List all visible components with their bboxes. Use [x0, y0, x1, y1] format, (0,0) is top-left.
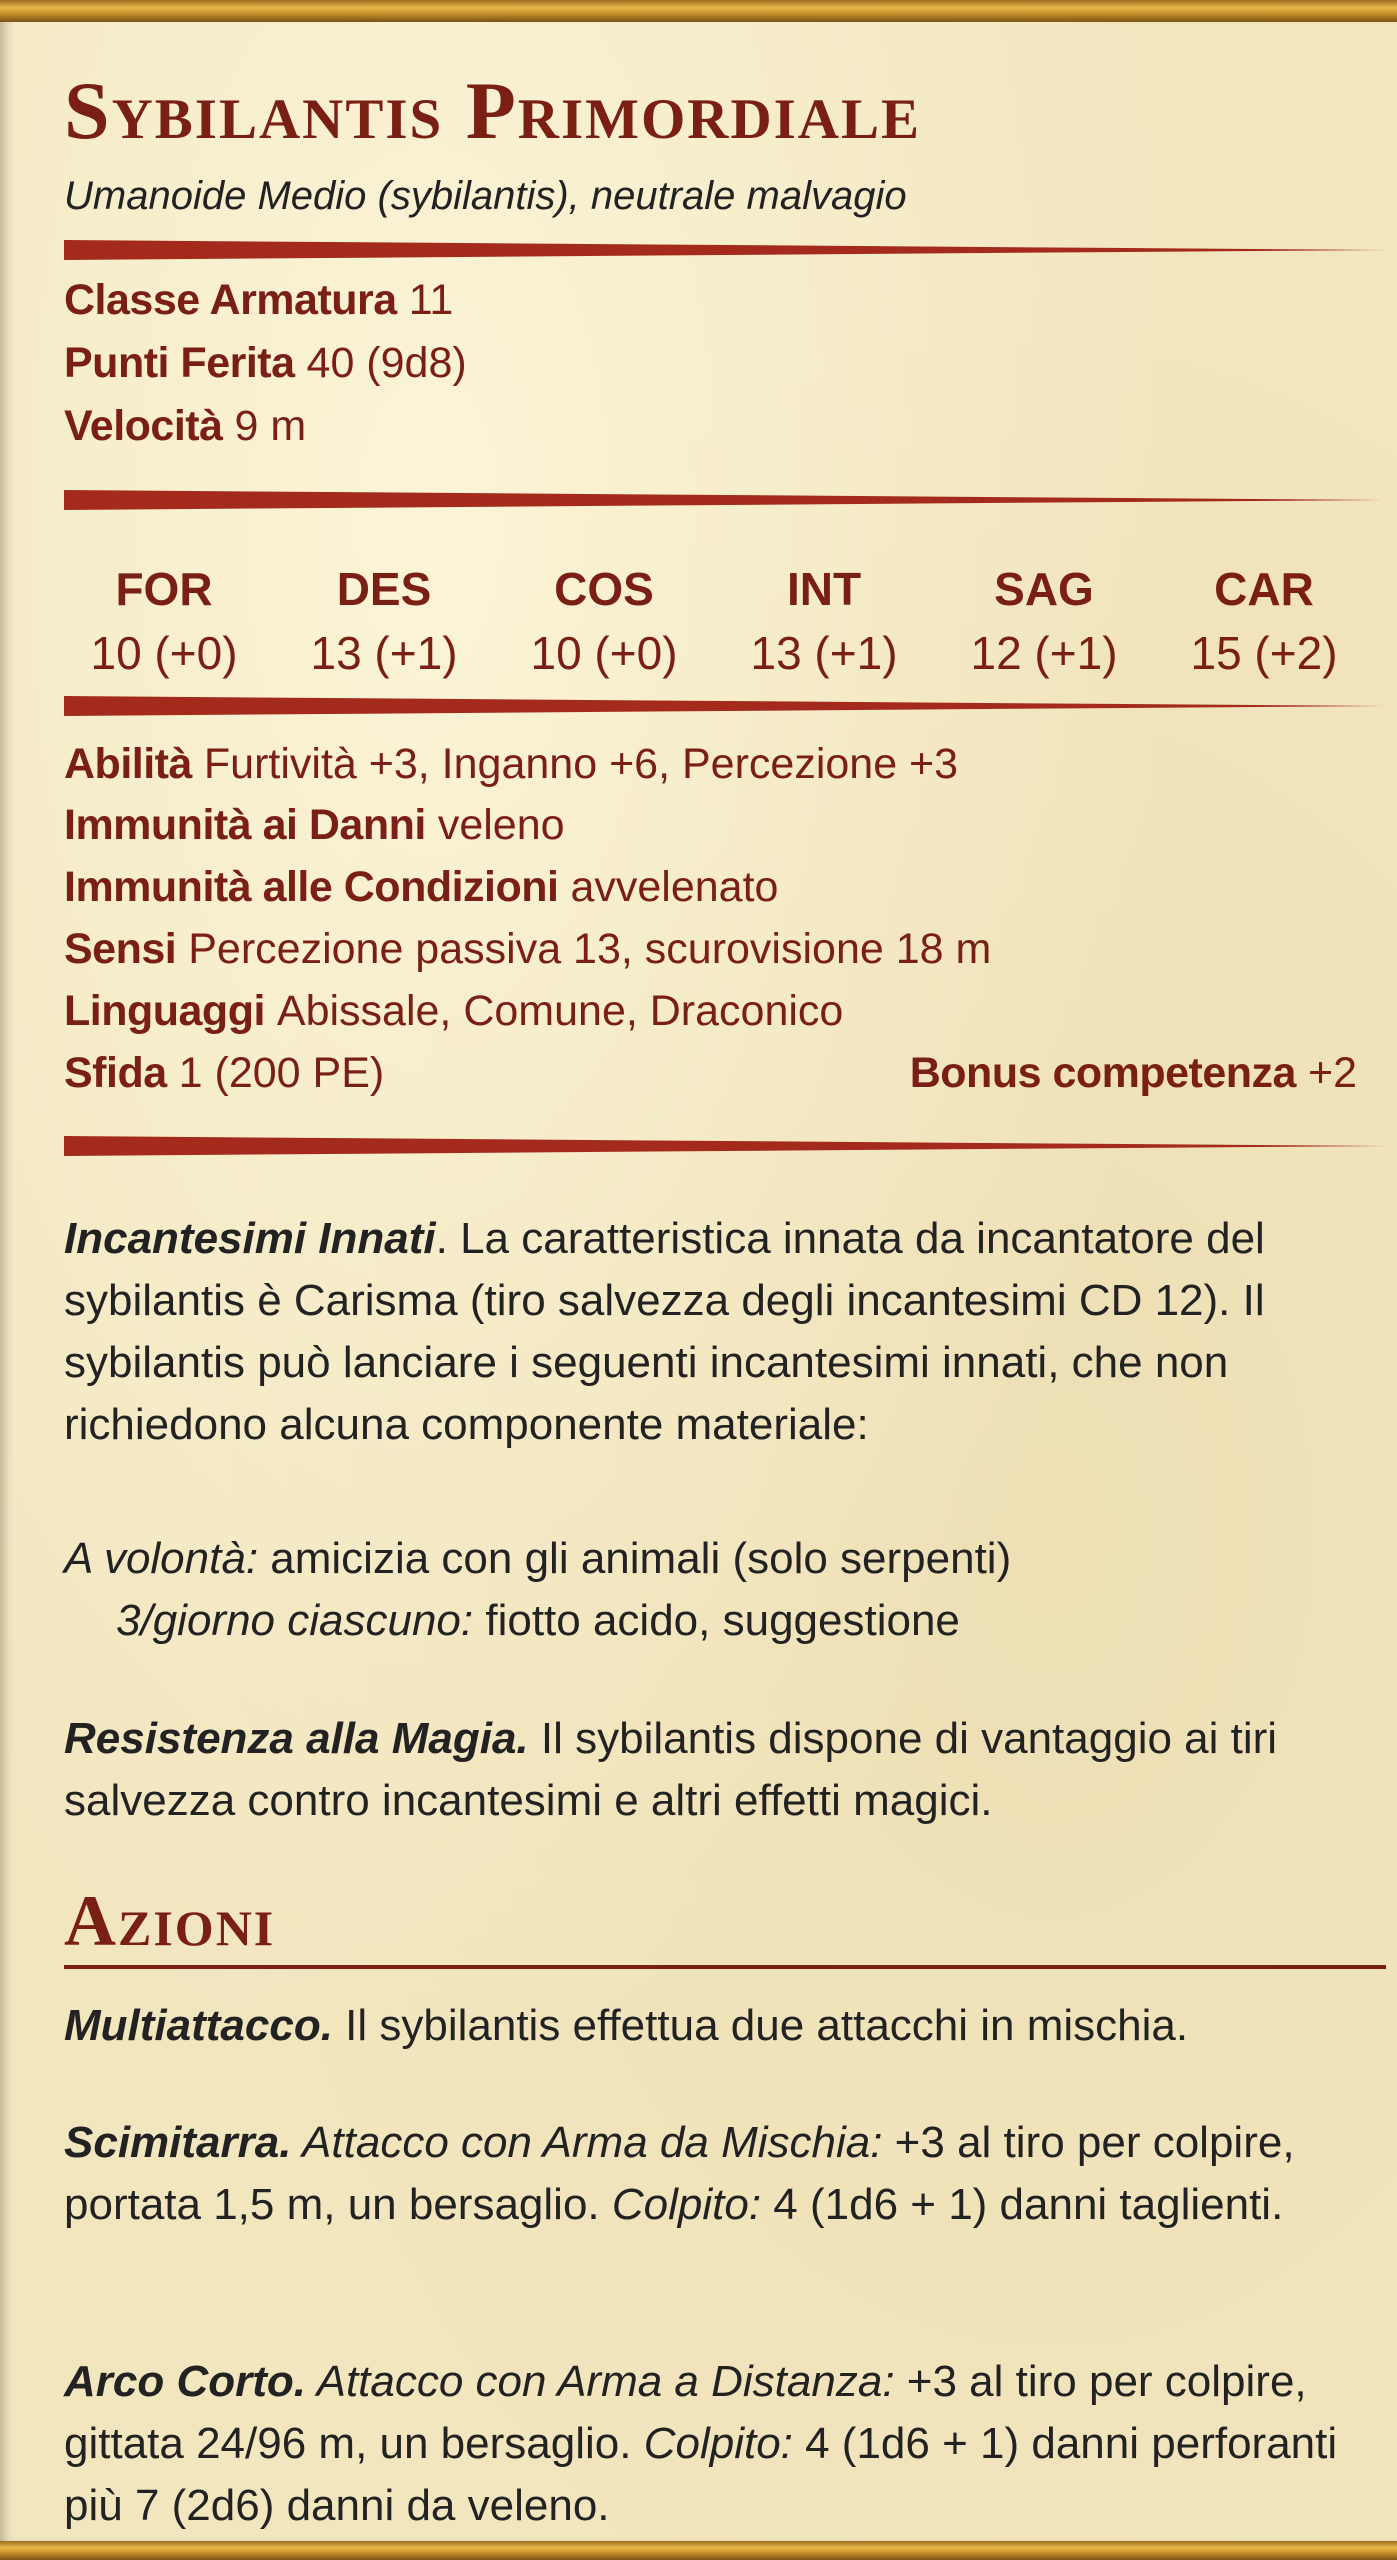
- ability-value: 13 (+1): [750, 627, 898, 680]
- attack-text: +3 al tiro per colpire, portata 1,5 m, un bersaglio.: [64, 2118, 1295, 2229]
- trait-name: Incantesimi Innati: [64, 1214, 436, 1263]
- creature-name: Sybilantis Primordiale: [64, 65, 921, 156]
- damage-immunities-value: veleno: [437, 801, 565, 849]
- condition-immunities-value: avvelenato: [570, 863, 779, 911]
- speed-line: [64, 402, 306, 451]
- ability-dex: [284, 562, 484, 686]
- languages-value: Abissale, Comune, Draconico: [276, 987, 844, 1035]
- skills-label: Abilità: [64, 740, 192, 788]
- ability-wis: [944, 562, 1144, 686]
- armor-class-label: Classe Armatura: [64, 276, 397, 324]
- trait-text: Il sybilantis dispone di vantaggio ai tiri salvezza contro incantesimi e altri effetti magici.: [64, 1714, 1278, 1825]
- speed-label: Velocità: [64, 402, 223, 450]
- senses-line: [64, 925, 991, 974]
- tapered-rule: [64, 694, 1384, 718]
- per-day-label: 3/giorno ciascuno:: [116, 1596, 474, 1645]
- scimitar-action: [64, 2112, 1384, 2236]
- challenge-value: 1 (200 PE): [178, 1049, 385, 1097]
- ability-con: [504, 562, 704, 686]
- left-page-edge: [0, 22, 14, 2541]
- action-name: Scimitarra.: [64, 2118, 292, 2167]
- languages-line: [64, 987, 843, 1036]
- skills-value: Furtività +3, Inganno +6, Percezione +3: [203, 740, 959, 788]
- ability-name: COS: [554, 563, 654, 615]
- armor-class-line: [64, 276, 453, 325]
- damage-immunities-label: Immunità ai Danni: [64, 801, 426, 849]
- actions-heading: Azioni: [64, 1881, 276, 1961]
- attack-type: Attacco con Arma a Distanza:: [306, 2357, 895, 2406]
- hit-label: Colpito:: [643, 2419, 793, 2468]
- damage-immunities-line: [64, 801, 565, 850]
- languages-label: Linguaggi: [64, 987, 265, 1035]
- per-day-spells: [116, 1590, 1384, 1652]
- damage-text: 4 (1d6 + 1) danni taglienti.: [761, 2180, 1284, 2229]
- trait-text: . La caratteristica innata da incantatore del sybilantis è Carisma (tiro salvezza degli incantesimi CD 12). Il sybilantis può lanciare i seguenti incantesimi innati, che non richiedono alcuna componente materiale:: [64, 1214, 1265, 1449]
- speed-value: 9 m: [234, 402, 307, 450]
- ability-name: DES: [336, 563, 432, 615]
- senses-label: Sensi: [64, 925, 177, 973]
- hit-points-label: Punti Ferita: [64, 339, 295, 387]
- proficiency-line: [910, 1049, 1357, 1098]
- at-will-label: A volontà:: [64, 1534, 259, 1583]
- ability-name: SAG: [994, 563, 1094, 615]
- challenge-label: Sfida: [64, 1049, 167, 1097]
- armor-class-value: 11: [408, 276, 454, 324]
- bottom-gold-border: [0, 2541, 1397, 2560]
- innate-spellcasting-trait: [64, 1208, 1384, 1456]
- damage-text: 4 (1d6 + 1) danni perforanti più 7 (2d6) danni da veleno.: [64, 2419, 1338, 2530]
- challenge-line: [64, 1049, 384, 1098]
- condition-immunities-line: [64, 863, 778, 912]
- action-name: Multiattacco.: [64, 2001, 333, 2050]
- ability-value: 10 (+0): [530, 627, 678, 680]
- ability-str: [64, 562, 264, 686]
- ability-int: [724, 562, 924, 686]
- magic-resistance-trait: [64, 1708, 1384, 1832]
- shortbow-action: [64, 2351, 1384, 2537]
- condition-immunities-label: Immunità alle Condizioni: [64, 863, 559, 911]
- at-will-text: amicizia con gli animali (solo serpenti): [258, 1534, 1012, 1583]
- ability-name: CAR: [1214, 563, 1314, 615]
- trait-name: Resistenza alla Magia.: [64, 1714, 529, 1763]
- proficiency-label: Bonus competenza: [909, 1049, 1296, 1097]
- ability-name: INT: [786, 563, 862, 615]
- ability-value: 12 (+1): [970, 627, 1118, 680]
- action-name: Arco Corto.: [64, 2357, 306, 2406]
- senses-value: Percezione passiva 13, scurovisione 18 m: [188, 925, 992, 973]
- attack-text: +3 al tiro per colpire, gittata 24/96 m, un bersaglio.: [64, 2357, 1307, 2468]
- creature-type: Umanoide Medio (sybilantis), neutrale malvagio: [64, 174, 907, 218]
- at-will-spells: [64, 1528, 1384, 1590]
- actions-heading-rule: [64, 1965, 1386, 1969]
- stat-block-card: [14, 22, 1397, 2541]
- attack-type: Attacco con Arma da Mischia:: [291, 2118, 883, 2167]
- multiattack-action: [64, 1995, 1384, 2057]
- action-text: Il sybilantis effettua due attacchi in mischia.: [332, 2001, 1189, 2050]
- ability-value: 10 (+0): [90, 627, 238, 680]
- per-day-text: fiotto acido, suggestione: [473, 1596, 960, 1645]
- skills-line: [64, 740, 958, 789]
- tapered-rule: [64, 1134, 1384, 1158]
- proficiency-value: +2: [1307, 1049, 1357, 1097]
- tapered-rule: [64, 488, 1384, 512]
- top-gold-border: [0, 0, 1397, 22]
- hit-label: Colpito:: [611, 2180, 762, 2229]
- tapered-rule: [64, 238, 1384, 262]
- ability-value: 15 (+2): [1190, 627, 1338, 680]
- ability-scores: [64, 562, 1384, 692]
- hit-points-line: [64, 339, 467, 388]
- ability-value: 13 (+1): [310, 627, 458, 680]
- hit-points-value: 40 (9d8): [306, 339, 467, 387]
- ability-cha: [1164, 562, 1364, 686]
- ability-name: FOR: [115, 563, 213, 615]
